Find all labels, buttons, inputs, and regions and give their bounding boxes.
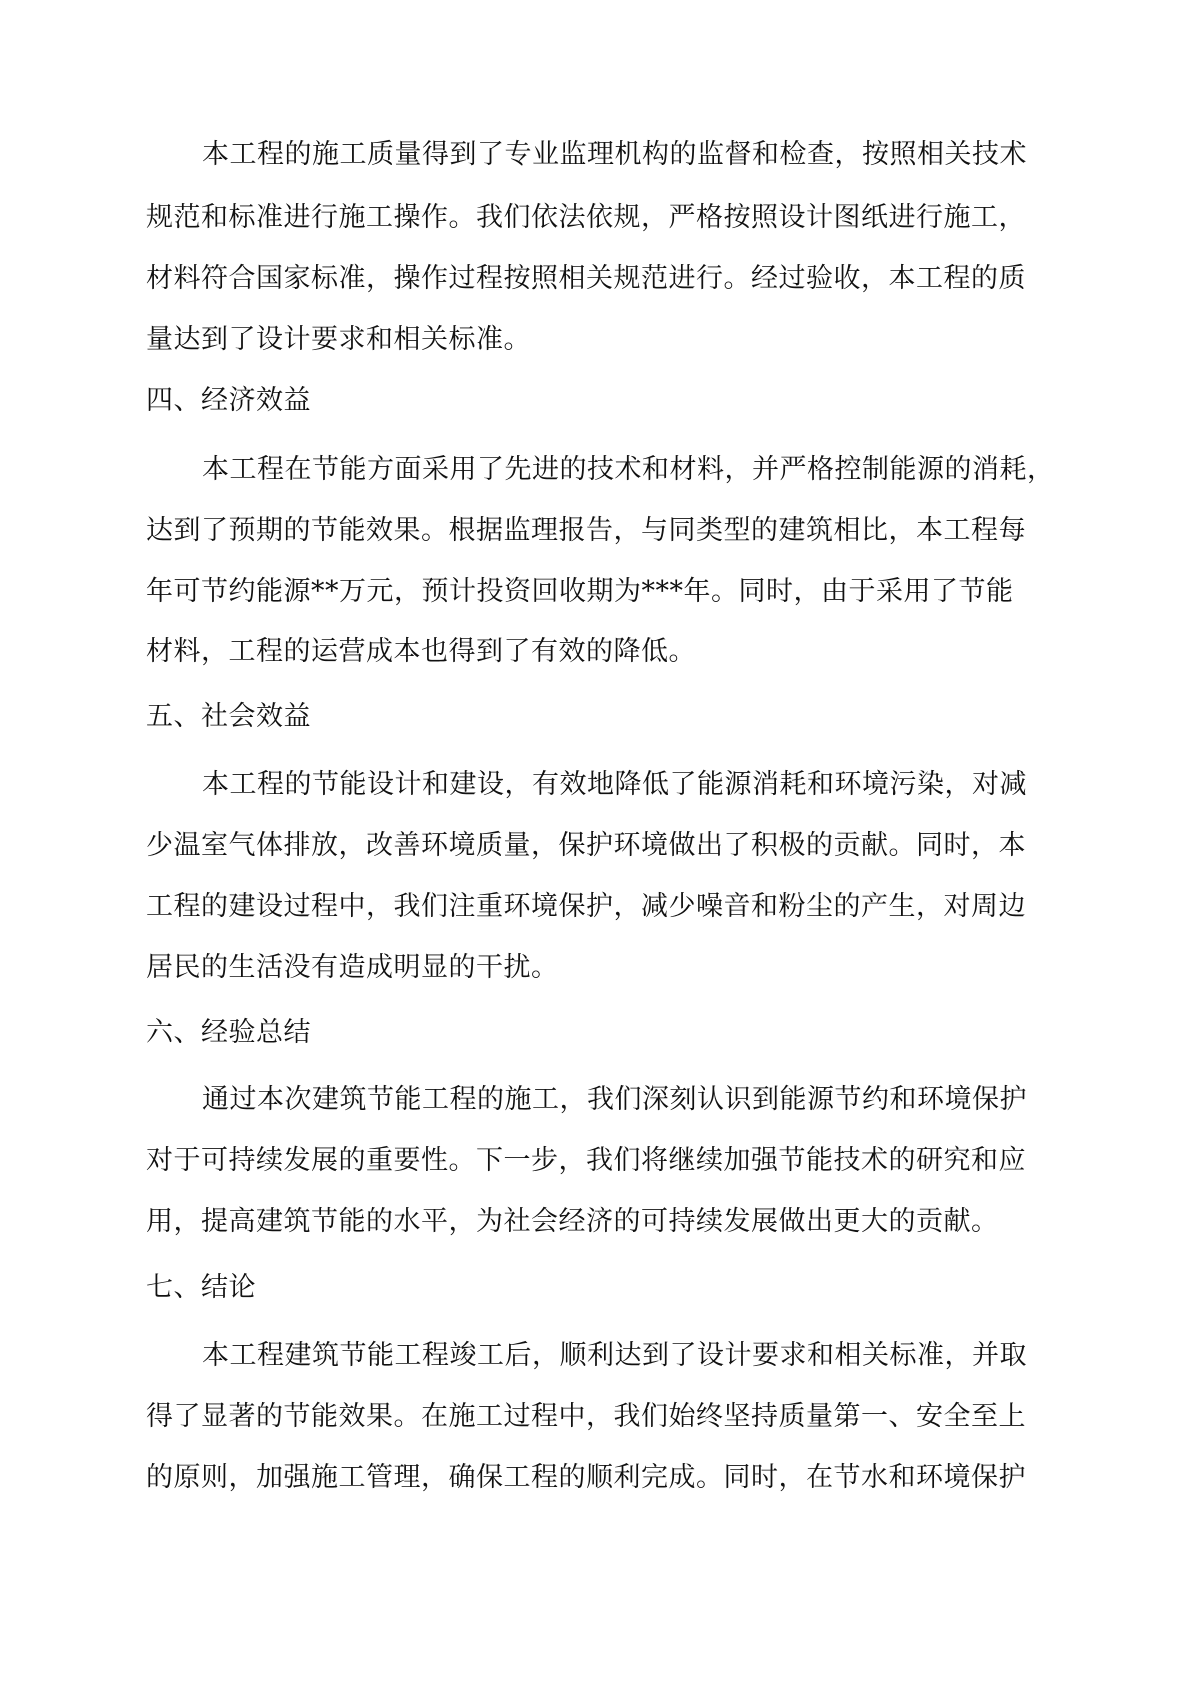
paragraph-line: 年可节约能源**万元，预计投资回收期为***年。同时，由于采用了节能 <box>146 576 1014 607</box>
paragraph-line: 对于可持续发展的重要性。下一步，我们将继续加强节能技术的研究和应 <box>146 1145 1026 1176</box>
paragraph-line: 少温室气体排放，改善环境质量，保护环境做出了积极的贡献。同时，本 <box>146 830 1026 861</box>
paragraph-line: 量达到了设计要求和相关标准。 <box>146 324 531 355</box>
paragraph-line: 材料，工程的运营成本也得到了有效的降低。 <box>146 636 696 667</box>
paragraph-line: 本工程在节能方面采用了先进的技术和材料，并严格控制能源的消耗， <box>202 454 1055 485</box>
section-heading: 六、经验总结 <box>146 1017 311 1048</box>
paragraph-line: 本工程的施工质量得到了专业监理机构的监督和检查，按照相关技术 <box>202 139 1027 170</box>
paragraph-line: 本工程的节能设计和建设，有效地降低了能源消耗和环境污染，对减 <box>202 769 1027 800</box>
paragraph-line: 达到了预期的节能效果。根据监理报告，与同类型的建筑相比，本工程每 <box>146 515 1026 546</box>
section-heading: 七、结论 <box>146 1272 256 1303</box>
paragraph-line: 工程的建设过程中，我们注重环境保护，减少噪音和粉尘的产生，对周边 <box>146 891 1026 922</box>
section-heading: 四、经济效益 <box>146 385 311 416</box>
paragraph-line: 本工程建筑节能工程竣工后，顺利达到了设计要求和相关标准，并取 <box>202 1340 1027 1371</box>
paragraph-line: 得了显著的节能效果。在施工过程中，我们始终坚持质量第一、安全至上 <box>146 1401 1026 1432</box>
paragraph-line: 居民的生活没有造成明显的干扰。 <box>146 952 559 983</box>
paragraph-line: 用，提高建筑节能的水平，为社会经济的可持续发展做出更大的贡献。 <box>146 1206 999 1237</box>
paragraph-line: 材料符合国家标准，操作过程按照相关规范进行。经过验收，本工程的质 <box>146 263 1026 294</box>
paragraph-line: 通过本次建筑节能工程的施工，我们深刻认识到能源节约和环境保护 <box>202 1084 1027 1115</box>
paragraph-line: 规范和标准进行施工操作。我们依法依规，严格按照设计图纸进行施工， <box>146 202 1026 233</box>
paragraph-line: 的原则，加强施工管理，确保工程的顺利完成。同时，在节水和环境保护 <box>146 1462 1026 1493</box>
section-heading: 五、社会效益 <box>146 701 311 732</box>
